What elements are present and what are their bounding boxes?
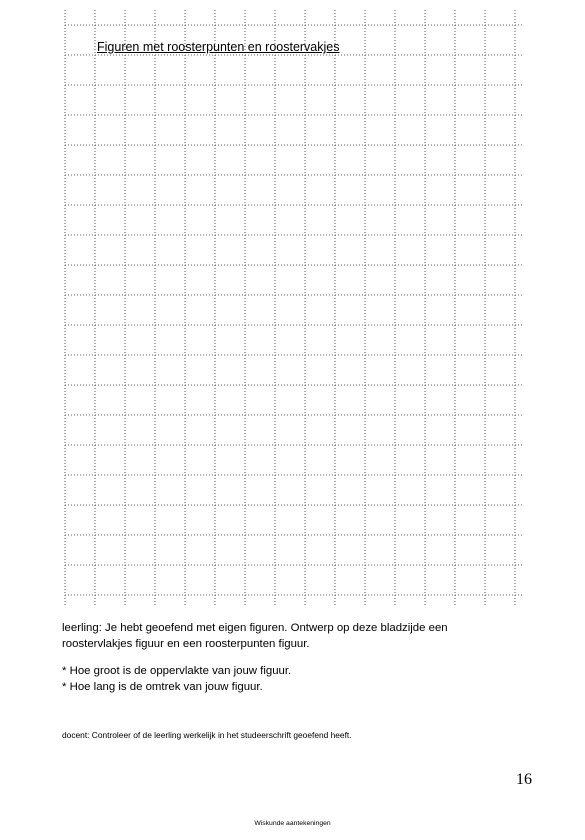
- teacher-note: docent: Controleer of de leerling werkelijk in het studeerschrift geoefend heeft.: [62, 730, 352, 740]
- question-area: * Hoe groot is de oppervlakte van jouw figuur.: [62, 665, 292, 677]
- question-perimeter: * Hoe lang is de omtrek van jouw figuur.: [62, 681, 263, 693]
- student-instruction: leerling: Je hebt geoefend met eigen figuren. Ontwerp op deze bladzijde een roostervlakjes figuur en een roosterpunten figuur.: [62, 622, 448, 650]
- page-footer: Wiskunde aantekeningen: [254, 820, 331, 827]
- question-list: [62, 663, 502, 695]
- worksheet-title: Figuren met roosterpunten en roostervakjes: [97, 40, 340, 54]
- page-number: 16: [516, 771, 532, 788]
